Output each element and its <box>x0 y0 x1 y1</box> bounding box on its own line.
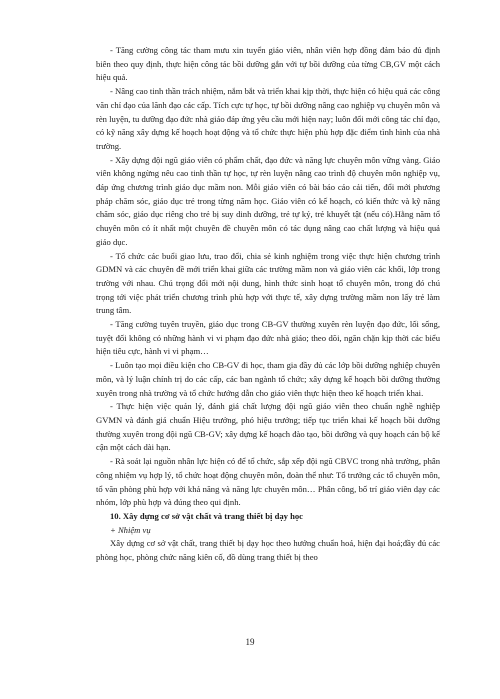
paragraph-staff-recruitment: - Tăng cường công tác tham mưu xin tuyển giáo viên, nhân viên hợp đồng đảm bảo đủ định biên theo quy định, thực hiện công tác bồi dưỡng gắn với tự bồi dưỡng của từng CB,GV một cách hiệu quả. <box>96 45 440 83</box>
document-body <box>96 44 440 565</box>
paragraph-exchange-sessions: - Tổ chức các buổi giao lưu, trao đổi, chia sẻ kinh nghiệm trong việc thực hiện chương trình GDMN và các chuyên đề mới triển khai giữa các trường mầm non và giáo viên các khối, lớp trong trường với nhau. Chú trọng đổi mới nội dung, hình thức sinh hoạt tổ chuyên môn, trong đó chú trọng tới việc phát triển chương trình phù hợp với thực tế, xây dựng trường mầm non lấy trẻ làm trung tâm. <box>96 250 440 316</box>
paragraph-facilities: Xây dựng cơ sở vật chất, trang thiết bị dạy học theo hướng chuẩn hoá, hiện đại hoá;đầy đủ các phòng học, phòng chức năng kiên cố, đồ dùng trang thiết bị theo <box>96 538 440 563</box>
paragraph-resource-review: - Rà soát lại nguồn nhân lực hiện có để tổ chức, sắp xếp đội ngũ CBVC trong nhà trường, phân công nhiệm vụ hợp lý, tổ chức hoạt động chuyên môn, đoàn thể như: Tổ trưởng các tổ chuyên môn, tổ văn phòng phù hợp với khả năng và năng lực chuyên môn… Phân công, bố trí giáo viên dạy các nhóm, lớp phù hợp và đúng theo qui định. <box>96 456 440 508</box>
paragraph-ethics-education: - Tăng cường tuyên truyền, giáo dục trong CB-GV thường xuyên rèn luyện đạo đức, lối sống, tuyệt đối không có những hành vi vi phạm đạo đức nhà giáo; theo dõi, ngăn chặn kịp thời các biểu hiện tiêu cực, hành vi vi phạm… <box>96 319 440 357</box>
paragraph-responsibility: - Nâng cao tinh thần trách nhiệm, nắm bắt và triển khai kịp thời, thực hiện có hiệu quả các công văn chỉ đạo của lãnh đạo các cấp. Tích cực tự học, tự bồi dưỡng nâng cao nghiệp vụ chuyên môn và rèn luyện, tu dưỡng đạo đức nhà giáo đáp ứng yêu cầu mới hiện nay; luôn đổi mới công tác chỉ đạo, có kỹ năng xây dựng kế hoạch hoạt động và tổ chức thực hiện phù hợp đặc điểm tình hình của nhà trường. <box>96 86 440 151</box>
paragraph-training-conditions: - Luôn tạo mọi điều kiện cho CB-GV đi học, tham gia đầy đủ các lớp bồi dưỡng nghiệp chuyên môn, và lý luận chính trị do các cấp, các ban ngành tổ chức; xây dựng kế hoạch bồi dưỡng thường xuyên trong nhà trường và tổ chức hướng dẫn cho giáo viên thực hiện theo kế hoạch triển khai. <box>96 360 440 398</box>
section-subheading: + Nhiệm vụ <box>110 524 151 535</box>
page-number: 19 <box>245 637 255 647</box>
section-heading: 10. Xây dựng cơ sở vật chất và trang thiết bị dạy học <box>110 510 303 521</box>
paragraph-quality-management: - Thực hiện việc quản lý, đánh giá chất lượng đội ngũ giáo viên theo chuẩn nghề nghiệp GVMN và đánh giá chuẩn Hiệu trưởng, phó hiệu trưởng; tiếp tục triển khai kế hoạch bồi dưỡng thường xuyên trong đội ngũ CB-GV; xây dựng kế hoạch đào tạo, bồi dưỡng và quy hoạch cán bộ kế cận một cách dài hạn. <box>96 401 440 453</box>
paragraph-teacher-quality: - Xây dựng đội ngũ giáo viên có phẩm chất, đạo đức và năng lực chuyên môn vững vàng. Giáo viên không ngừng nêu cao tinh thần tự học, tự rèn luyện nâng cao trình độ chuyên môn nghiệp vụ, đáp ứng chương trình giáo dục mầm non. Mỗi giáo viên có bài báo cáo cải tiến, đổi mới phương pháp chăm sóc, giáo dục trẻ trong từng năm học. Giáo viên có kế hoạch, có kiến thức và kỹ năng chăm sóc, giáo dục riêng cho trẻ bị suy dinh dưỡng, trẻ tự kỷ, trẻ khuyết tật (nếu có).Hằng năm tổ chuyên môn có ít nhất một chuyên đề chuyên môn có tác dụng nâng cao chất lượng và hiệu quả giáo dục. <box>96 154 440 247</box>
